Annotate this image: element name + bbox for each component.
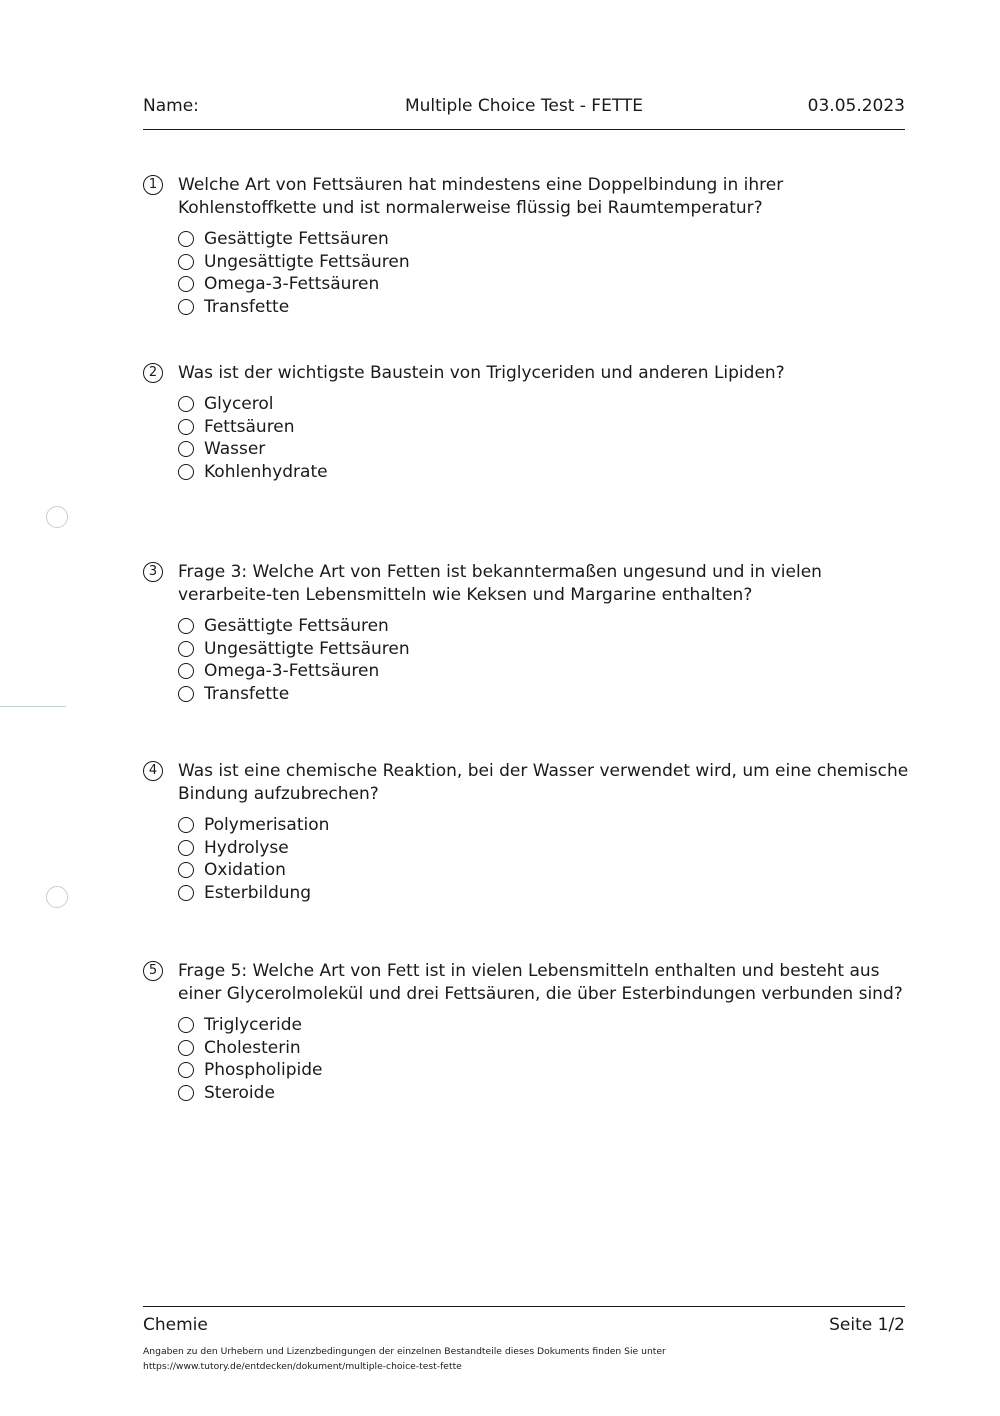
radio-circle-icon[interactable] [178, 1062, 194, 1078]
answer-label: Fettsäuren [204, 416, 295, 437]
answer-label: Kohlenhydrate [204, 462, 328, 483]
answer-label: Phospholipide [204, 1060, 323, 1081]
punch-hole-mark-bottom [46, 886, 68, 908]
question-text: Was ist eine chemische Reaktion, bei der Wasser verwendet wird, um eine chemische Bindung aufzubrechen? [178, 761, 909, 804]
answer-option[interactable] [178, 1014, 913, 1037]
radio-circle-icon[interactable] [178, 231, 194, 247]
radio-circle-icon[interactable] [178, 641, 194, 657]
radio-circle-icon[interactable] [178, 618, 194, 634]
answer-label: Wasser [204, 439, 266, 460]
radio-circle-icon[interactable] [178, 862, 194, 878]
question-text: Welche Art von Fettsäuren hat mindestens eine Doppelbindung in ihrer Kohlenstoffkette und ist normalerweise flüssig bei Raumtemperatur? [178, 175, 784, 218]
answer-option[interactable] [178, 859, 913, 882]
fold-mark [0, 706, 66, 707]
answer-label: Ungesättigte Fettsäuren [204, 251, 410, 272]
answer-label: Omega-3-Fettsäuren [204, 661, 380, 682]
answer-option[interactable] [178, 251, 913, 274]
answer-option[interactable] [178, 1082, 913, 1105]
radio-circle-icon[interactable] [178, 254, 194, 270]
radio-circle-icon[interactable] [178, 299, 194, 315]
radio-circle-icon[interactable] [178, 1085, 194, 1101]
answer-label: Transfette [204, 297, 290, 318]
answer-label: Glycerol [204, 394, 274, 415]
answer-option[interactable] [178, 638, 913, 661]
answer-label: Gesättigte Fettsäuren [204, 616, 389, 637]
question-5 [143, 960, 913, 1104]
radio-circle-icon[interactable] [178, 396, 194, 412]
answer-option[interactable] [178, 615, 913, 638]
answer-label: Oxidation [204, 860, 286, 881]
page-header [143, 94, 905, 122]
radio-circle-icon[interactable] [178, 817, 194, 833]
answer-label: Gesättigte Fettsäuren [204, 229, 389, 250]
radio-circle-icon[interactable] [178, 1017, 194, 1033]
radio-circle-icon[interactable] [178, 464, 194, 480]
answer-option[interactable] [178, 438, 913, 461]
answer-label: Cholesterin [204, 1037, 301, 1058]
question-2 [143, 362, 913, 483]
attribution-note [143, 1344, 843, 1374]
subject-label: Chemie [143, 1315, 208, 1335]
answer-option[interactable] [178, 1059, 913, 1082]
question-text: Frage 3: Welche Art von Fetten ist bekanntermaßen ungesund und in vielen verarbeite-ten Lebensmitteln wie Keksen und Margarine enthalten? [178, 562, 822, 605]
question-number-badge: 5 [143, 961, 163, 981]
answer-label: Steroide [204, 1083, 275, 1104]
answer-option[interactable] [178, 228, 913, 251]
radio-circle-icon[interactable] [178, 1040, 194, 1056]
radio-circle-icon[interactable] [178, 276, 194, 292]
answer-list [178, 228, 913, 318]
answer-label: Polymerisation [204, 815, 330, 836]
answer-option[interactable] [178, 882, 913, 905]
radio-circle-icon[interactable] [178, 419, 194, 435]
question-3 [143, 561, 913, 705]
answer-option[interactable] [178, 296, 913, 319]
question-number-badge: 4 [143, 761, 163, 781]
answer-label: Hydrolyse [204, 837, 289, 858]
answer-label: Triglyceride [204, 1015, 302, 1036]
answer-list [178, 814, 913, 904]
answer-list [178, 615, 913, 705]
radio-circle-icon[interactable] [178, 840, 194, 856]
footer-rule [143, 1306, 905, 1307]
answer-label: Omega-3-Fettsäuren [204, 274, 380, 295]
answer-list [178, 393, 913, 483]
page-number: Seite 1/2 [829, 1315, 905, 1335]
answer-option[interactable] [178, 273, 913, 296]
punch-hole-mark-top [46, 506, 68, 528]
radio-circle-icon[interactable] [178, 663, 194, 679]
question-number-badge: 2 [143, 363, 163, 383]
answer-option[interactable] [178, 416, 913, 439]
page-title: Multiple Choice Test - FETTE [404, 96, 644, 116]
answer-option[interactable] [178, 393, 913, 416]
radio-circle-icon[interactable] [178, 885, 194, 901]
attribution-text: Angaben zu den Urhebern und Lizenzbedingungen der einzelnen Bestandteile dieses Dokuments finden Sie unter [143, 1346, 666, 1357]
question-number-badge: 3 [143, 562, 163, 582]
answer-label: Esterbildung [204, 883, 312, 904]
answer-option[interactable] [178, 837, 913, 860]
answer-list [178, 1014, 913, 1104]
radio-circle-icon[interactable] [178, 686, 194, 702]
header-rule [143, 129, 905, 130]
answer-label: Transfette [204, 684, 290, 705]
question-text: Frage 5: Welche Art von Fett ist in vielen Lebensmitteln enthalten und besteht aus einer Glycerolmolekül und drei Fettsäuren, die über Esterbindungen verbunden sind? [178, 961, 903, 1004]
question-text: Was ist der wichtigste Baustein von Triglyceriden und anderen Lipiden? [178, 363, 785, 383]
answer-label: Ungesättigte Fettsäuren [204, 638, 410, 659]
answer-option[interactable] [178, 814, 913, 837]
answer-option[interactable] [178, 683, 913, 706]
attribution-link[interactable]: https://www.tutory.de/entdecken/dokument/multiple-choice-test-fette [143, 1361, 462, 1372]
answer-option[interactable] [178, 1037, 913, 1060]
question-1 [143, 174, 913, 318]
question-4 [143, 760, 913, 904]
page-footer [143, 1314, 905, 1338]
radio-circle-icon[interactable] [178, 441, 194, 457]
answer-option[interactable] [178, 660, 913, 683]
answer-option[interactable] [178, 461, 913, 484]
name-label: Name: [143, 96, 199, 116]
date: 03.05.2023 [807, 96, 905, 116]
question-number-badge: 1 [143, 175, 163, 195]
